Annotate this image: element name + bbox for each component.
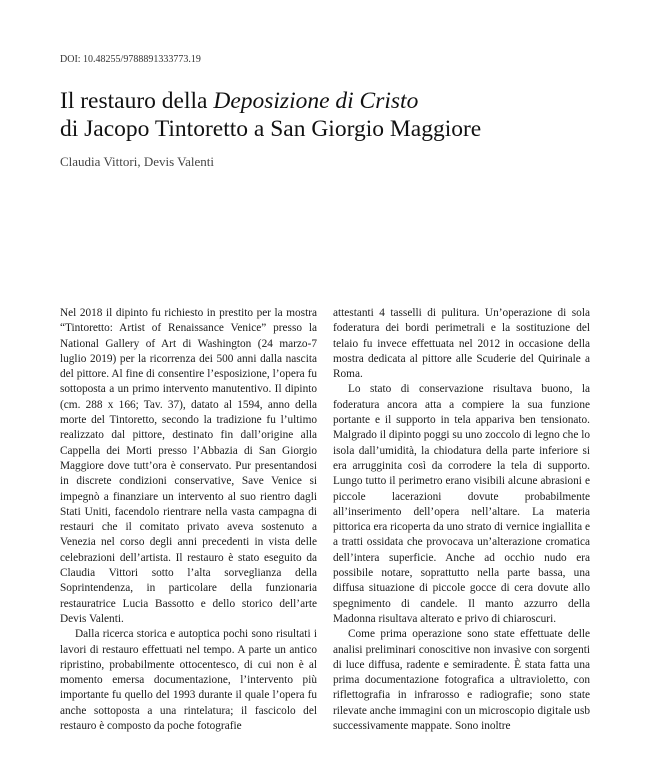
paragraph: Dalla ricerca storica e autoptica pochi sono risultati i lavori di restauro effettuati nel tempo. A parte un antico ripristino, probabilmente ottocentesco, di cui non è al momento emersa documentazione, l’intervento più importante fu quello del 1993 durante il quale l’opera fu anche sottoposta a una rintelatura; il fascicolo del restauro è composto da poche fotografie xyxy=(60,628,317,733)
paragraph: Come prima operazione sono state effettuate delle analisi preliminari conoscitive non invasive con sorgenti di luce diffusa, radente e semiradente. È stata fatta una prima documentazione fotografica a ultravioletto, con riflettografia in infrarosso e radiografie; sono state rilevate anche immagini con un microscopio digitale usb successivamente mappate. Sono inoltre xyxy=(333,628,590,733)
paragraph: attestanti 4 tasselli di pulitura. Un’operazione di sola foderatura dei bordi perimetrali e la sostituzione del telaio fu invece effettuata nel 2012 in occasione della mostra dedicata al pittore alle Scuderie del Quirinale a Roma. xyxy=(333,307,590,381)
title-prefix: Il restauro della xyxy=(60,88,214,114)
title-line-2: di Jacopo Tintoretto a San Giorgio Maggiore xyxy=(60,116,482,142)
article-title xyxy=(60,87,620,143)
title-artwork-italic: Deposizione di Cristo xyxy=(213,88,419,114)
right-column xyxy=(333,306,590,734)
title-line-1 xyxy=(60,87,620,115)
doi-label: DOI: 10.48255/9788891333773.19 xyxy=(60,54,201,65)
authors: Claudia Vittori, Devis Valenti xyxy=(60,154,215,169)
left-column xyxy=(60,306,317,734)
paragraph: Lo stato di conservazione risultava buono, la foderatura ancora atta a compiere la sua funzione portante e il supporto in tela appariva ben tensionato. Malgrado il dipinto poggi su uno zoccolo di legno che lo isola dall’umidità, la chiodatura della parte inferiore si era arrugginita così da corrodere la tela di supporto. Lungo tutto il perimetro erano visibili alcune abrasioni e piccole lacerazioni dovute probabilmente all’inserimento dell’opera nell’altare. La materia pittorica era ricoperta da uno strato di vernice ingiallita e a tratti ossidata che provocava un’alterazione cromatica dell’intera superficie. Anche ad occhio nudo era possibile notare, soprattutto nella parte bassa, una diffusa situazione di piccole gocce di cera dovute allo spegnimento di candele. Il manto azzurro della Madonna risultava alterato e privo di chiaroscuri. xyxy=(333,383,590,625)
paragraph: Nel 2018 il dipinto fu richiesto in prestito per la mostra “Tintoretto: Artist of Renaissance Venice” presso la National Gallery of Art di Washington (24 marzo-7 luglio 2019) per la ricorrenza dei 500 anni dalla nascita del pittore. Al fine di consentire l’esposizione, l’opera fu sottoposta a un primo intervento manutentivo. Il dipinto (cm. 288 x 166; Tav. 37), datato al 1594, anno della morte del Tintoretto, secondo la tradizione fu l’ultimo realizzato dal pittore, destinato fin dall’origine alla Cappella dei Morti presso l’Abbazia di San Giorgio Maggiore dove tutt’ora è conservato. Pur presentandosi in discrete condizioni conservative, Save Venice si impegnò a finanziare un intervento al suo rientro dagli Stati Uniti, facendolo rientrare nella vasta campagna di restauri che il comitato privato aveva sostenuto a Venezia nel corso degli anni precedenti in vista delle celebrazioni dell’artista. Il restauro è stato eseguito da Claudia Vittori sotto l’alta sorveglianza della Soprintendenza, in particolare della funzionaria restauratrice Lucia Bassotto e dello storico dell’arte Devis Valenti. xyxy=(60,307,317,625)
